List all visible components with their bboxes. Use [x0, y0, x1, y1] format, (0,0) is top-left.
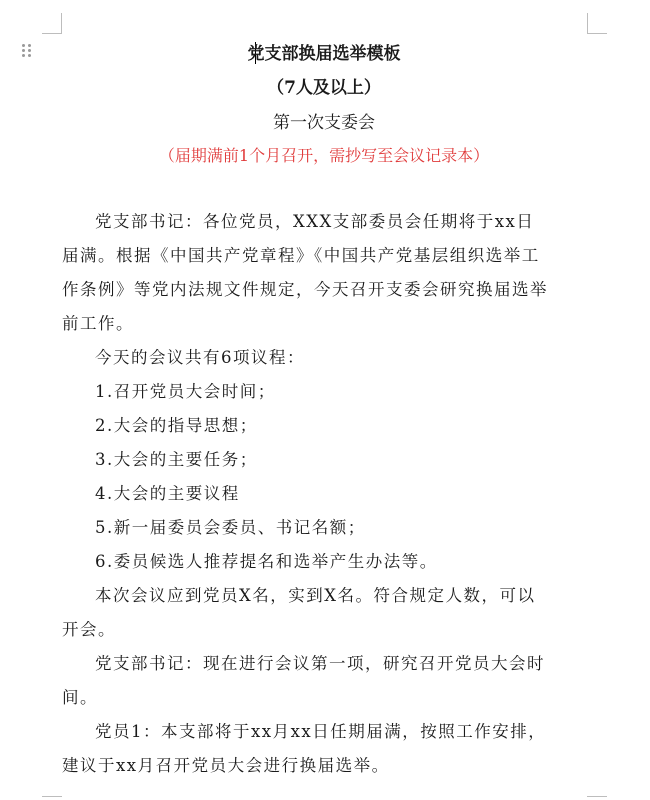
text-line: 开会。: [62, 620, 116, 639]
crop-mark: [587, 33, 607, 34]
paragraph-secretary-intro[interactable]: [62, 205, 586, 341]
agenda-item: 3.大会的主要任务；: [95, 450, 258, 469]
section-heading[interactable]: 第一次支委会: [273, 113, 375, 133]
drag-handle-icon[interactable]: [22, 44, 32, 58]
text-line: 前工作。: [62, 314, 134, 333]
paragraph-member1[interactable]: [62, 715, 586, 783]
crop-mark: [42, 33, 62, 34]
text-line: 党支部书记：现在进行会议第一项，研究召开党员大会时: [95, 654, 545, 673]
agenda-item: 5.新一届委员会委员、书记名额；: [95, 518, 366, 537]
agenda-intro[interactable]: [62, 341, 586, 375]
text-line: 本次会议应到党员X名，实到X名。符合规定人数，可以: [95, 586, 536, 605]
agenda-item: 4.大会的主要议程: [95, 484, 240, 503]
document-title[interactable]: 党支部换届选举模板: [247, 44, 401, 64]
text-line: 间。: [62, 688, 98, 707]
text-line: 今天的会议共有6项议程：: [95, 348, 305, 367]
text-line: 党员1：本支部将于xx月xx日任期届满，按照工作安排，: [95, 722, 547, 741]
red-note[interactable]: （届期满前1个月召开，需抄写至会议记录本）: [158, 146, 490, 165]
agenda-item: 2.大会的指导思想；: [95, 416, 258, 435]
paragraph-secretary-item1[interactable]: [62, 647, 586, 715]
agenda-item: 6.委员候选人推荐提名和选举产生办法等。: [95, 552, 438, 571]
crop-mark: [61, 13, 62, 33]
agenda-item: 1.召开党员大会时间；: [95, 382, 276, 401]
paragraph-attendance[interactable]: [62, 579, 586, 647]
document-subtitle[interactable]: （7人及以上）: [267, 78, 381, 98]
crop-mark: [42, 796, 62, 797]
document-body[interactable]: [62, 205, 586, 783]
text-line: 党支部书记：各位党员，XXX支部委员会任期将于xx日: [95, 212, 535, 231]
text-line: 建议于xx月召开党员大会进行换届选举。: [62, 756, 390, 775]
crop-mark: [587, 796, 607, 797]
agenda-list[interactable]: [62, 375, 586, 579]
text-line: 作条例》等党内法规文件规定，今天召开支委会研究换届选举: [62, 280, 548, 299]
crop-mark: [587, 13, 588, 33]
text-line: 届满。根据《中国共产党章程》《中国共产党基层组织选举工: [62, 246, 540, 265]
